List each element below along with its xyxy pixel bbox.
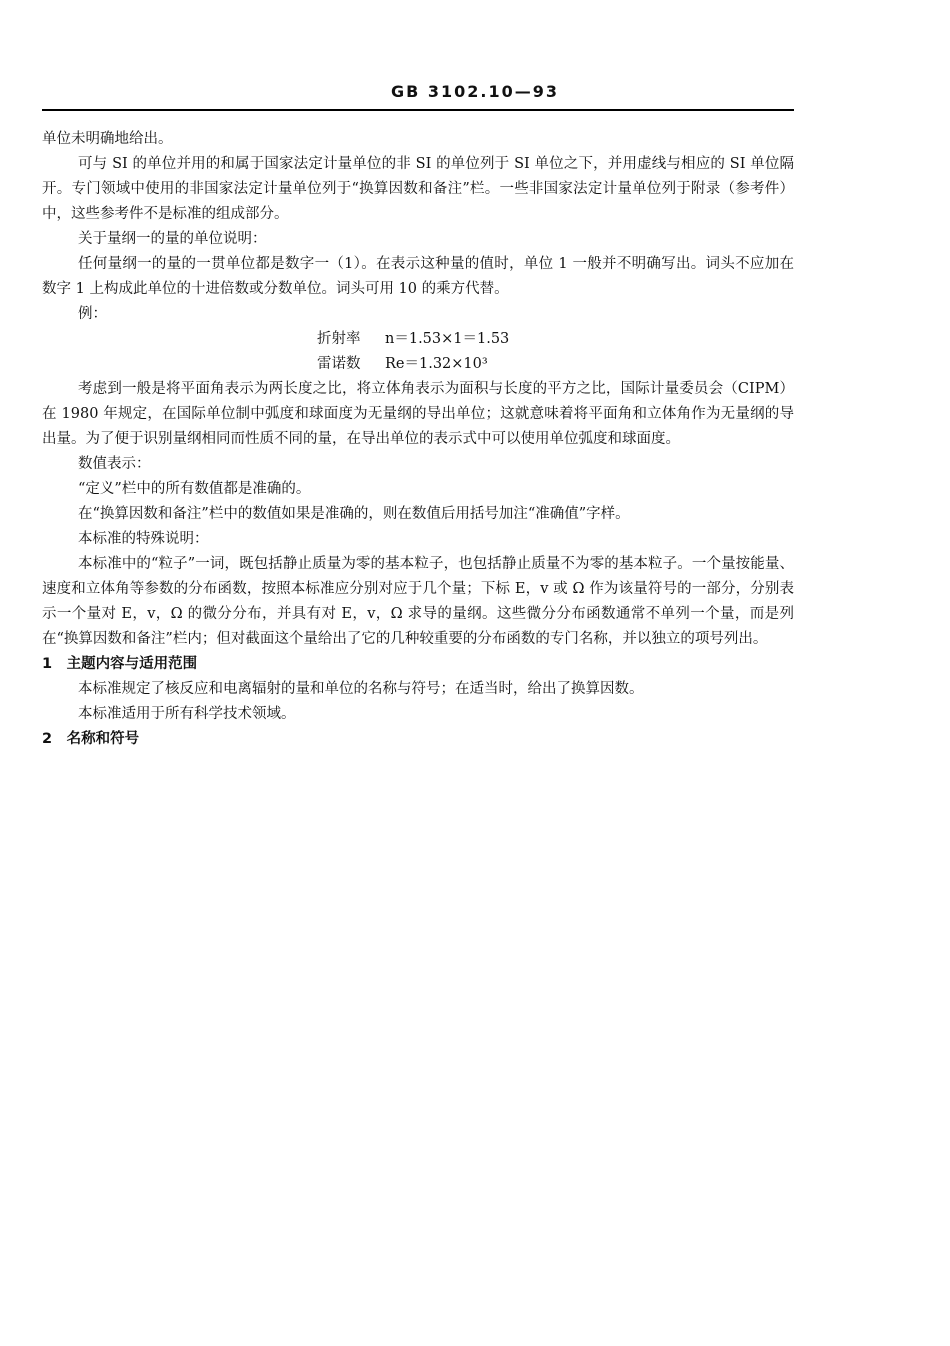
formula-expression: n＝1.53×1＝1.53 <box>385 331 510 347</box>
paragraph: 例： <box>78 306 107 322</box>
example-formula <box>42 352 794 377</box>
paragraph: 关于量纲一的量的单位说明： <box>78 231 267 247</box>
paragraph: 考虑到一般是将平面角表示为两长度之比，将立体角表示为面积与长度的平方之比，国际计量委员会（CIPM）在 1980 年规定，在国际单位制中弧度和球面度为无量纲的导出单位；这就意味着将平面角和立体角作为无量纲的导出量。为了便于识别量纲相同而性质不同的量，在导出单位的表示式中可以使用单位弧度和球面度。 <box>42 381 794 447</box>
paragraph: 本标准中的“粒子”一词，既包括静止质量为零的基本粒子，也包括静止质量不为零的基本粒子。一个量按能量、速度和立体角等参数的分布函数，按照本标准应分别对应于几个量；下标 E，v 或 Ω 作为该量符号的一部分，分别表示一个量对 E，v，Ω 的微分分布，并具有对 E，v，Ω 求导的量纲。这些微分分布函数通常不单列一个量，而是列在“换算因数和备注”栏内；但对截面这个量给出了它的几种较重要的分布函数的专门名称，并以独立的项号列出。 <box>42 556 794 647</box>
paragraph: 本标准适用于所有科学技术领域。 <box>78 706 296 722</box>
paragraph: 数值表示： <box>78 456 151 472</box>
paragraph: 本标准规定了核反应和电离辐射的量和单位的名称与符号；在适当时，给出了换算因数。 <box>78 681 644 697</box>
page-header: GB 3102.10—93 <box>390 82 560 101</box>
paragraph: 任何量纲一的量的一贯单位都是数字一（1）。在表示这种量的值时，单位 1 一般并不明确写出。词头不应加在数字 1 上构成此单位的十进倍数或分数单位。词头可用 10 的乘方代替。 <box>42 256 794 297</box>
formula-label: 雷诺数 <box>317 356 361 372</box>
document-body <box>42 127 794 752</box>
paragraph: 在“换算因数和备注”栏中的数值如果是准确的，则在数值后用括号加注“准确值”字样。 <box>78 506 630 522</box>
paragraph: 可与 SI 的单位并用的和属于国家法定计量单位的非 SI 的单位列于 SI 单位之下，并用虚线与相应的 SI 单位隔开。专门领域中使用的非国家法定计量单位列于“换算因数和备注”栏。一些非国家法定计量单位列于附录（参考件）中，这些参考件不是标准的组成部分。 <box>42 156 794 222</box>
header-rule <box>42 109 794 111</box>
formula-expression: Re＝1.32×10³ <box>385 356 488 372</box>
section-heading-2: 2 名称和符号 <box>42 731 140 747</box>
paragraph: 本标准的特殊说明： <box>78 531 209 547</box>
paragraph: 单位未明确地给出。 <box>42 131 173 147</box>
section-heading-1: 1 主题内容与适用范围 <box>42 656 198 672</box>
example-formula <box>42 327 794 352</box>
formula-label: 折射率 <box>317 331 361 347</box>
paragraph: “定义”栏中的所有数值都是准确的。 <box>78 481 311 497</box>
